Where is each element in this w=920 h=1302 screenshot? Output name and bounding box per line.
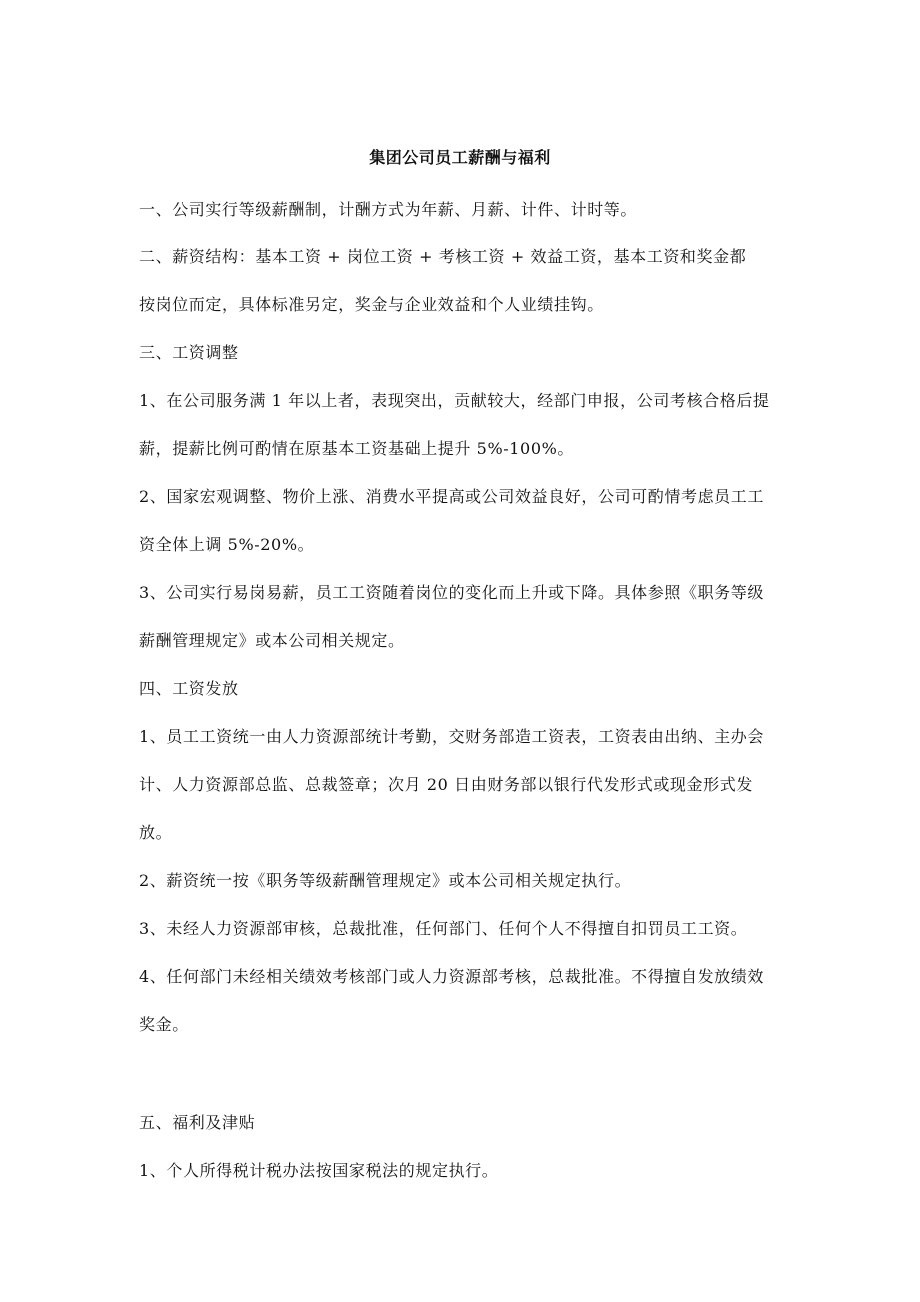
paragraph-line: 3、未经人力资源部审核，总裁批准，任何部门、任何个人不得擅自扣罚员工工资。 bbox=[139, 919, 748, 938]
paragraph-line: 3、公司实行易岗易薪，员工工资随着岗位的变化而上升或下降。具体参照《职务等级 bbox=[139, 583, 764, 602]
section-heading: 三、工资调整 bbox=[139, 343, 239, 362]
paragraph-line: 薪，提薪比例可酌情在原基本工资基础上提升 5%-100%。 bbox=[139, 439, 575, 458]
paragraph-line: 2、薪资统一按《职务等级薪酬管理规定》或本公司相关规定执行。 bbox=[139, 871, 632, 890]
paragraph-line: 薪酬管理规定》或本公司相关规定。 bbox=[139, 631, 405, 650]
paragraph-line: 奖金。 bbox=[139, 1015, 189, 1034]
document-title: 集团公司员工薪酬与福利 bbox=[369, 148, 551, 167]
section-heading: 五、福利及津贴 bbox=[139, 1113, 256, 1132]
paragraph-line: 1、在公司服务满 1 年以上者，表现突出，贡献较大，经部门申报，公司考核合格后提 bbox=[139, 391, 770, 410]
paragraph-line: 一、公司实行等级薪酬制，计酬方式为年薪、月薪、计件、计时等。 bbox=[139, 200, 638, 219]
paragraph-line: 1、员工工资统一由人力资源部统计考勤，交财务部造工资表，工资表由出纳、主办会 bbox=[139, 727, 764, 746]
paragraph-line: 二、薪资结构：基本工资 + 岗位工资 + 考核工资 + 效益工资，基本工资和奖金都 bbox=[139, 247, 747, 266]
paragraph-line: 2、国家宏观调整、物价上涨、消费水平提高或公司效益良好，公司可酌情考虑员工工 bbox=[139, 487, 764, 506]
paragraph-line: 按岗位而定，具体标准另定，奖金与企业效益和个人业绩挂钩。 bbox=[139, 295, 604, 314]
section-heading: 四、工资发放 bbox=[139, 679, 239, 698]
paragraph-line: 计、人力资源部总监、总裁签章；次月 20 日由财务部以银行代发形式或现金形式发 bbox=[139, 775, 753, 794]
paragraph-line: 1、个人所得税计税办法按国家税法的规定执行。 bbox=[139, 1161, 499, 1180]
paragraph-line: 4、任何部门未经相关绩效考核部门或人力资源部考核，总裁批准。不得擅自发放绩效 bbox=[139, 967, 764, 986]
paragraph-line: 资全体上调 5%-20%。 bbox=[139, 535, 315, 554]
paragraph-line: 放。 bbox=[139, 823, 173, 842]
